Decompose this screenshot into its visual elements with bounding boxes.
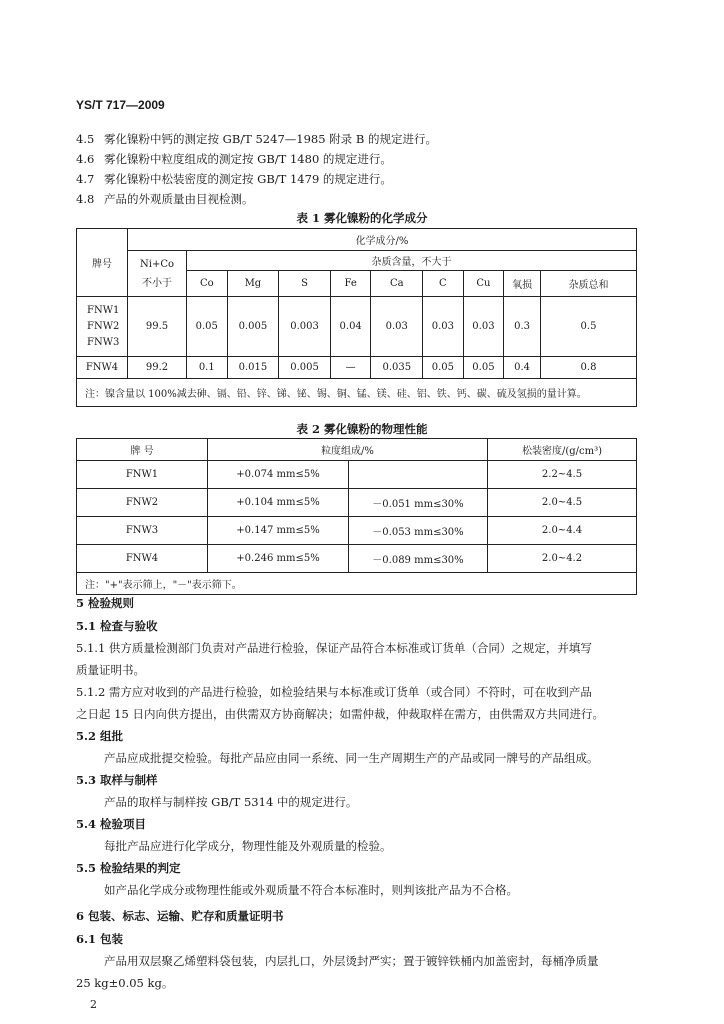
section5-5-title: 5.5 检验结果的判定 xyxy=(76,861,181,875)
value-cell: 0.8 xyxy=(541,357,637,379)
value-cell: 0.03 xyxy=(463,297,504,357)
clause-number: 4.5 xyxy=(76,132,95,146)
ni-co-header xyxy=(128,251,187,297)
clause-5-1-1: 5.1.1 供方质量检测部门负责对产品进行检验，保证产品符合本标准或订货单（合同）之规定，并填写 xyxy=(76,641,592,655)
impurity-col: Fe xyxy=(330,271,371,297)
size-upper: +0.147 mm≤5% xyxy=(208,517,349,545)
value-cell: 0.05 xyxy=(463,357,504,379)
brand: FNW2 xyxy=(87,320,120,332)
density: 2.0~4.2 xyxy=(488,545,637,573)
brand: FNW3 xyxy=(77,517,208,545)
size-lower xyxy=(349,461,488,489)
ni-co-min-label: 不小于 xyxy=(142,277,172,289)
clause-5-4-text: 每批产品应进行化学成分，物理性能及外观质量的检验。 xyxy=(104,839,392,853)
impurity-header: 杂质含量，不大于 xyxy=(187,251,637,271)
impurity-col: C xyxy=(423,271,464,297)
value-cell: 0.05 xyxy=(423,357,464,379)
clause-4-6 xyxy=(76,151,392,167)
clause-6-1-text: 产品用双层聚乙烯塑料袋包装，内层扎口，外层烫封严实；置于镀锌铁桶内加盖密封，每桶净质量 xyxy=(104,954,599,968)
clause-text: 雾化镍粉中松装密度的测定按 GB/T 1479 的规定进行。 xyxy=(104,172,392,186)
brand: FNW4 xyxy=(77,545,208,573)
impurity-col: Ca xyxy=(371,271,423,297)
density: 2.0~4.4 xyxy=(488,517,637,545)
clause-6-1-cont: 25 kg±0.05 kg。 xyxy=(76,976,174,990)
clause-5-1-1-cont: 质量证明书。 xyxy=(76,663,145,677)
size-lower: －0.053 mm≤30% xyxy=(349,517,488,545)
density: 2.0~4.5 xyxy=(488,489,637,517)
section6-title: 6 包装、标志、运输、贮存和质量证明书 xyxy=(76,909,284,923)
table1-caption: 表 1 雾化镍粉的化学成分 xyxy=(296,211,428,225)
size-upper: +0.104 mm≤5% xyxy=(208,489,349,517)
chemical-composition-table xyxy=(76,228,637,407)
value-cell: 0.003 xyxy=(279,297,331,357)
brand-header: 牌号 xyxy=(77,229,128,297)
impurity-col: 氧损 xyxy=(504,271,541,297)
clause-5-2-text: 产品应成批提交检验。每批产品应由同一系统、同一生产周期生产的产品或同一牌号的产品组成。 xyxy=(104,751,599,765)
size-lower: －0.089 mm≤30% xyxy=(349,545,488,573)
section5-2-title: 5.2 组批 xyxy=(76,729,124,743)
clause-5-1-2: 5.1.2 需方应对收到的产品进行检验，如检验结果与本标准或订货单（或合同）不符时，可在收到产品 xyxy=(76,685,592,699)
value-cell: 0.05 xyxy=(187,297,228,357)
clause-5-1-2-cont: 之日起 15 日内向供方提出，由供需双方协商解决；如需仲裁，仲裁取样在需方，由供需双方共同进行。 xyxy=(76,707,604,721)
page-number: 2 xyxy=(90,998,97,1011)
section6-1-title: 6.1 包装 xyxy=(76,932,124,946)
value-cell: 0.015 xyxy=(227,357,279,379)
brand: FNW4 xyxy=(77,357,128,379)
section5-title: 5 检验规则 xyxy=(76,596,135,610)
brand: FNW1 xyxy=(87,304,120,316)
clause-text: 产品的外观质量由目视检测。 xyxy=(104,192,254,206)
value-cell: 0.03 xyxy=(423,297,464,357)
impurity-col: Cu xyxy=(463,271,504,297)
section5-3-title: 5.3 取样与制样 xyxy=(76,773,158,787)
value-cell: 0.005 xyxy=(279,357,331,379)
table1-note: 注：镍含量以 100%减去砷、镉、铅、锌、锑、铋、锡、铜、锰、镁、硅、铝、铁、钙、碳、硫及氢损的量计算。 xyxy=(77,379,637,407)
value-cell: 0.4 xyxy=(504,357,541,379)
brand: FNW2 xyxy=(77,489,208,517)
document-number: YS/T 717—2009 xyxy=(76,98,165,112)
clause-text: 雾化镍粉中钙的测定按 GB/T 5247—1985 附录 B 的规定进行。 xyxy=(104,132,437,146)
table2-caption: 表 2 雾化镍粉的物理性能 xyxy=(296,422,428,436)
section5-1-title: 5.1 检查与验收 xyxy=(76,619,158,633)
clause-4-8 xyxy=(76,191,254,207)
value-cell: 0.1 xyxy=(187,357,228,379)
size-upper: +0.074 mm≤5% xyxy=(208,461,349,489)
value-cell: — xyxy=(330,357,371,379)
ni-co-label: Ni+Co xyxy=(140,258,174,270)
brand-header: 牌 号 xyxy=(77,439,208,461)
clause-4-5 xyxy=(76,131,437,147)
clause-number: 4.6 xyxy=(76,152,95,166)
brand-group-cell xyxy=(77,297,128,357)
value-cell: 0.005 xyxy=(227,297,279,357)
section5-4-title: 5.4 检验项目 xyxy=(76,817,147,831)
brand: FNW1 xyxy=(77,461,208,489)
impurity-col: Mg xyxy=(227,271,279,297)
table2-note: 注："+"表示筛上，"－"表示筛下。 xyxy=(77,573,637,595)
clause-4-7 xyxy=(76,171,392,187)
value-cell: 0.04 xyxy=(330,297,371,357)
size-header: 粒度组成/% xyxy=(208,439,488,461)
impurity-col: S xyxy=(279,271,331,297)
value-cell: 0.035 xyxy=(371,357,423,379)
impurity-col: Co xyxy=(187,271,228,297)
size-lower: －0.051 mm≤30% xyxy=(349,489,488,517)
value-cell: 0.5 xyxy=(541,297,637,357)
impurity-col: 杂质总和 xyxy=(541,271,637,297)
clause-text: 雾化镍粉中粒度组成的测定按 GB/T 1480 的规定进行。 xyxy=(104,152,392,166)
clause-number: 4.8 xyxy=(76,192,95,206)
ni-value: 99.5 xyxy=(128,297,187,357)
clause-5-3-text: 产品的取样与制样按 GB/T 5314 中的规定进行。 xyxy=(104,795,358,809)
density: 2.2~4.5 xyxy=(488,461,637,489)
clause-5-5-text: 如产品化学成分或物理性能或外观质量不符合本标准时，则判该批产品为不合格。 xyxy=(104,883,518,897)
ni-value: 99.2 xyxy=(128,357,187,379)
value-cell: 0.03 xyxy=(371,297,423,357)
composition-group-header: 化学成分/% xyxy=(128,229,637,251)
size-upper: +0.246 mm≤5% xyxy=(208,545,349,573)
physical-properties-table xyxy=(76,438,637,595)
brand: FNW3 xyxy=(87,336,120,348)
clause-number: 4.7 xyxy=(76,172,95,186)
density-header: 松装密度/(g/cm³) xyxy=(488,439,637,461)
value-cell: 0.3 xyxy=(504,297,541,357)
